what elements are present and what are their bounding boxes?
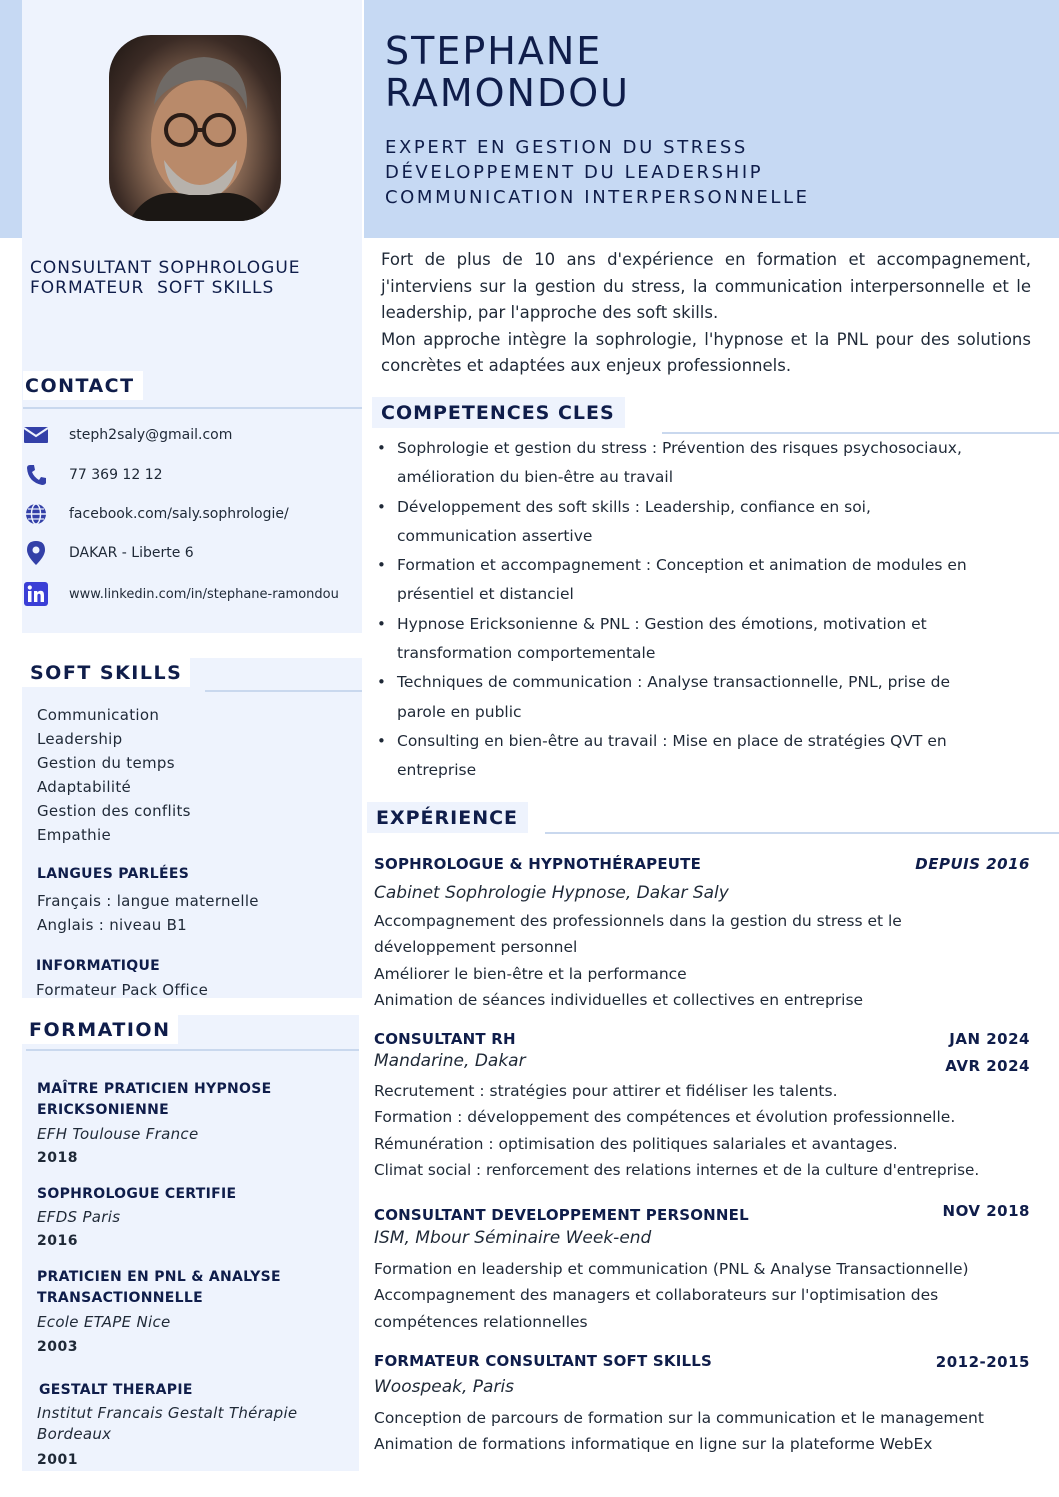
phone-icon bbox=[23, 463, 49, 487]
formation-year: 2001 bbox=[37, 1452, 78, 1468]
soft-skill-item: Gestion des conflits bbox=[37, 802, 191, 820]
languages-heading: LANGUES PARLÉES bbox=[37, 866, 190, 882]
competences-heading: COMPETENCES CLES bbox=[372, 397, 625, 428]
job-title: CONSULTANT RH bbox=[374, 1030, 516, 1048]
competence-item: • Hypnose Ericksonienne & PNL : Gestion des émotions, motivation et transformation comportementale bbox=[374, 610, 1034, 669]
contact-email[interactable] bbox=[23, 421, 232, 449]
contact-phone[interactable] bbox=[23, 461, 163, 489]
headline-line: DÉVELOPPEMENT DU LEADERSHIP bbox=[385, 162, 764, 183]
job-title: SOPHROLOGUE & HYPNOTHÉRAPEUTE bbox=[374, 855, 702, 873]
location-pin-icon bbox=[23, 541, 49, 565]
globe-icon bbox=[23, 502, 49, 526]
formation-year: 2018 bbox=[37, 1150, 78, 1166]
competence-item: • Techniques de communication : Analyse transactionnelle, PNL, prise de parole en public bbox=[374, 668, 1034, 727]
experience-divider bbox=[545, 832, 1059, 834]
soft-skills-heading: SOFT SKILLS bbox=[22, 658, 190, 687]
job-title: FORMATEUR CONSULTANT SOFT SKILLS bbox=[374, 1352, 712, 1370]
job-title-line: FORMATEUR SOFT SKILLS bbox=[30, 278, 275, 298]
contact-heading: CONTACT bbox=[23, 371, 143, 400]
formation-heading: FORMATION bbox=[22, 1015, 178, 1044]
top-left-accent-strip bbox=[0, 0, 22, 238]
contact-linkedin-text: www.linkedin.com/in/stephane-ramondou bbox=[69, 586, 339, 602]
job-title bbox=[30, 258, 301, 298]
soft-skill-item: Adaptabilité bbox=[37, 778, 132, 796]
job-date: JAN 2024 bbox=[949, 1030, 1030, 1048]
job-description: Recrutement : stratégies pour attirer et fidéliser les talents. Formation : développement des compétences et évolution professionnelle. Rémunération : optimisation des politiques salariales et avantages. Climat social : renforcement des relations internes et de la culture d'entreprise. bbox=[374, 1082, 980, 1179]
job-company: Mandarine, Dakar bbox=[374, 1051, 526, 1071]
job-company: Cabinet Sophrologie Hypnose, Dakar Saly bbox=[374, 883, 729, 903]
formation-title: MAÎTRE PRATICIEN HYPNOSE ERICKSONIENNE bbox=[37, 1081, 272, 1118]
formation-school: EFDS Paris bbox=[37, 1208, 121, 1226]
contact-linkedin[interactable] bbox=[23, 580, 362, 608]
job-description: Accompagnement des professionnels dans la gestion du stress et le développement personnel Améliorer le bien-être et la performance Animation de séances individuelles et collectives en entreprise bbox=[374, 912, 902, 1009]
job-title: CONSULTANT DEVELOPPEMENT PERSONNEL bbox=[374, 1206, 749, 1224]
headline-line: EXPERT EN GESTION DU STRESS bbox=[385, 137, 748, 158]
experience-heading: EXPÉRIENCE bbox=[367, 802, 528, 833]
language-item: Anglais : niveau B1 bbox=[37, 916, 188, 934]
soft-skill-item: Leadership bbox=[37, 730, 123, 748]
competence-item: • Formation et accompagnement : Conception et animation de modules en présentiel et distanciel bbox=[374, 551, 1034, 610]
job-date-end: AVR 2024 bbox=[945, 1057, 1030, 1075]
formation-title: GESTALT THERAPIE bbox=[39, 1382, 193, 1398]
last-name: RAMONDOU bbox=[385, 71, 630, 115]
job-date: NOV 2018 bbox=[942, 1202, 1030, 1220]
contact-address bbox=[23, 539, 194, 567]
formation-school: Institut Francais Gestalt Thérapie Bordeaux bbox=[37, 1404, 298, 1443]
computing-heading: INFORMATIQUE bbox=[36, 958, 161, 974]
formation-school: EFH Toulouse France bbox=[37, 1125, 199, 1143]
profile-photo bbox=[109, 35, 281, 221]
computing-item: Formateur Pack Office bbox=[36, 981, 209, 999]
contact-phone-text: 77 369 12 12 bbox=[69, 467, 163, 483]
job-title-line: CONSULTANT SOPHROLOGUE bbox=[30, 258, 301, 278]
envelope-icon bbox=[23, 423, 49, 447]
soft-skill-item: Communication bbox=[37, 706, 160, 724]
competence-item: • Développement des soft skills : Leadership, confiance en soi, communication assertive bbox=[374, 493, 1034, 552]
competence-item: • Sophrologie et gestion du stress : Prévention des risques psychosociaux, amélioration du bien-être au travail bbox=[374, 434, 1034, 493]
contact-address-text: DAKAR - Liberte 6 bbox=[69, 545, 194, 561]
job-date: 2012-2015 bbox=[935, 1353, 1030, 1371]
job-date: DEPUIS 2016 bbox=[915, 855, 1030, 873]
job-description: Formation en leadership et communication (PNL & Analyse Transactionnelle) Accompagnement des managers et collaborateurs sur l'optimisation des compétences relationnelles bbox=[374, 1260, 969, 1331]
language-item: Français : langue maternelle bbox=[37, 892, 259, 910]
formation-year: 2016 bbox=[37, 1233, 78, 1249]
formation-year: 2003 bbox=[37, 1339, 78, 1355]
headline-line: COMMUNICATION INTERPERSONNELLE bbox=[385, 187, 810, 208]
summary-paragraph: Mon approche intègre la sophrologie, l'hypnose et la PNL pour des solutions concrètes et adaptées aux enjeux professionnels. bbox=[381, 329, 1031, 375]
soft-skills-divider bbox=[205, 690, 362, 692]
linkedin-icon bbox=[23, 582, 49, 606]
first-name: STEPHANE bbox=[385, 29, 603, 73]
headline bbox=[385, 135, 810, 210]
contact-divider bbox=[23, 407, 362, 409]
competence-item: • Consulting en bien-être au travail : Mise en place de stratégies QVT en entreprise bbox=[374, 727, 1034, 786]
formation-school: Ecole ETAPE Nice bbox=[37, 1313, 171, 1331]
soft-skill-item: Empathie bbox=[37, 826, 111, 844]
contact-website[interactable] bbox=[23, 500, 289, 528]
full-name bbox=[385, 30, 630, 114]
formation-title: SOPHROLOGUE CERTIFIE bbox=[37, 1186, 237, 1202]
job-description: Conception de parcours de formation sur la communication et le management Animation de formations informatique en ligne sur la plateforme WebEx bbox=[374, 1409, 984, 1454]
competences-list bbox=[374, 434, 1034, 786]
formation-title: PRATICIEN EN PNL & ANALYSE TRANSACTIONNELLE bbox=[37, 1269, 281, 1306]
job-company: ISM, Mbour Séminaire Week-end bbox=[374, 1228, 652, 1248]
job-company: Woospeak, Paris bbox=[374, 1377, 515, 1397]
formation-divider bbox=[26, 1049, 359, 1051]
summary-paragraph: Fort de plus de 10 ans d'expérience en formation et accompagnement, j'interviens sur la gestion du stress, la communication interpersonnelle et le leadership, par l'approche des soft skills. bbox=[381, 250, 1031, 322]
soft-skill-item: Gestion du temps bbox=[37, 754, 175, 772]
contact-website-text: facebook.com/saly.sophrologie/ bbox=[69, 506, 289, 522]
profile-summary bbox=[381, 247, 1031, 380]
contact-email-text: steph2saly@gmail.com bbox=[69, 427, 233, 443]
